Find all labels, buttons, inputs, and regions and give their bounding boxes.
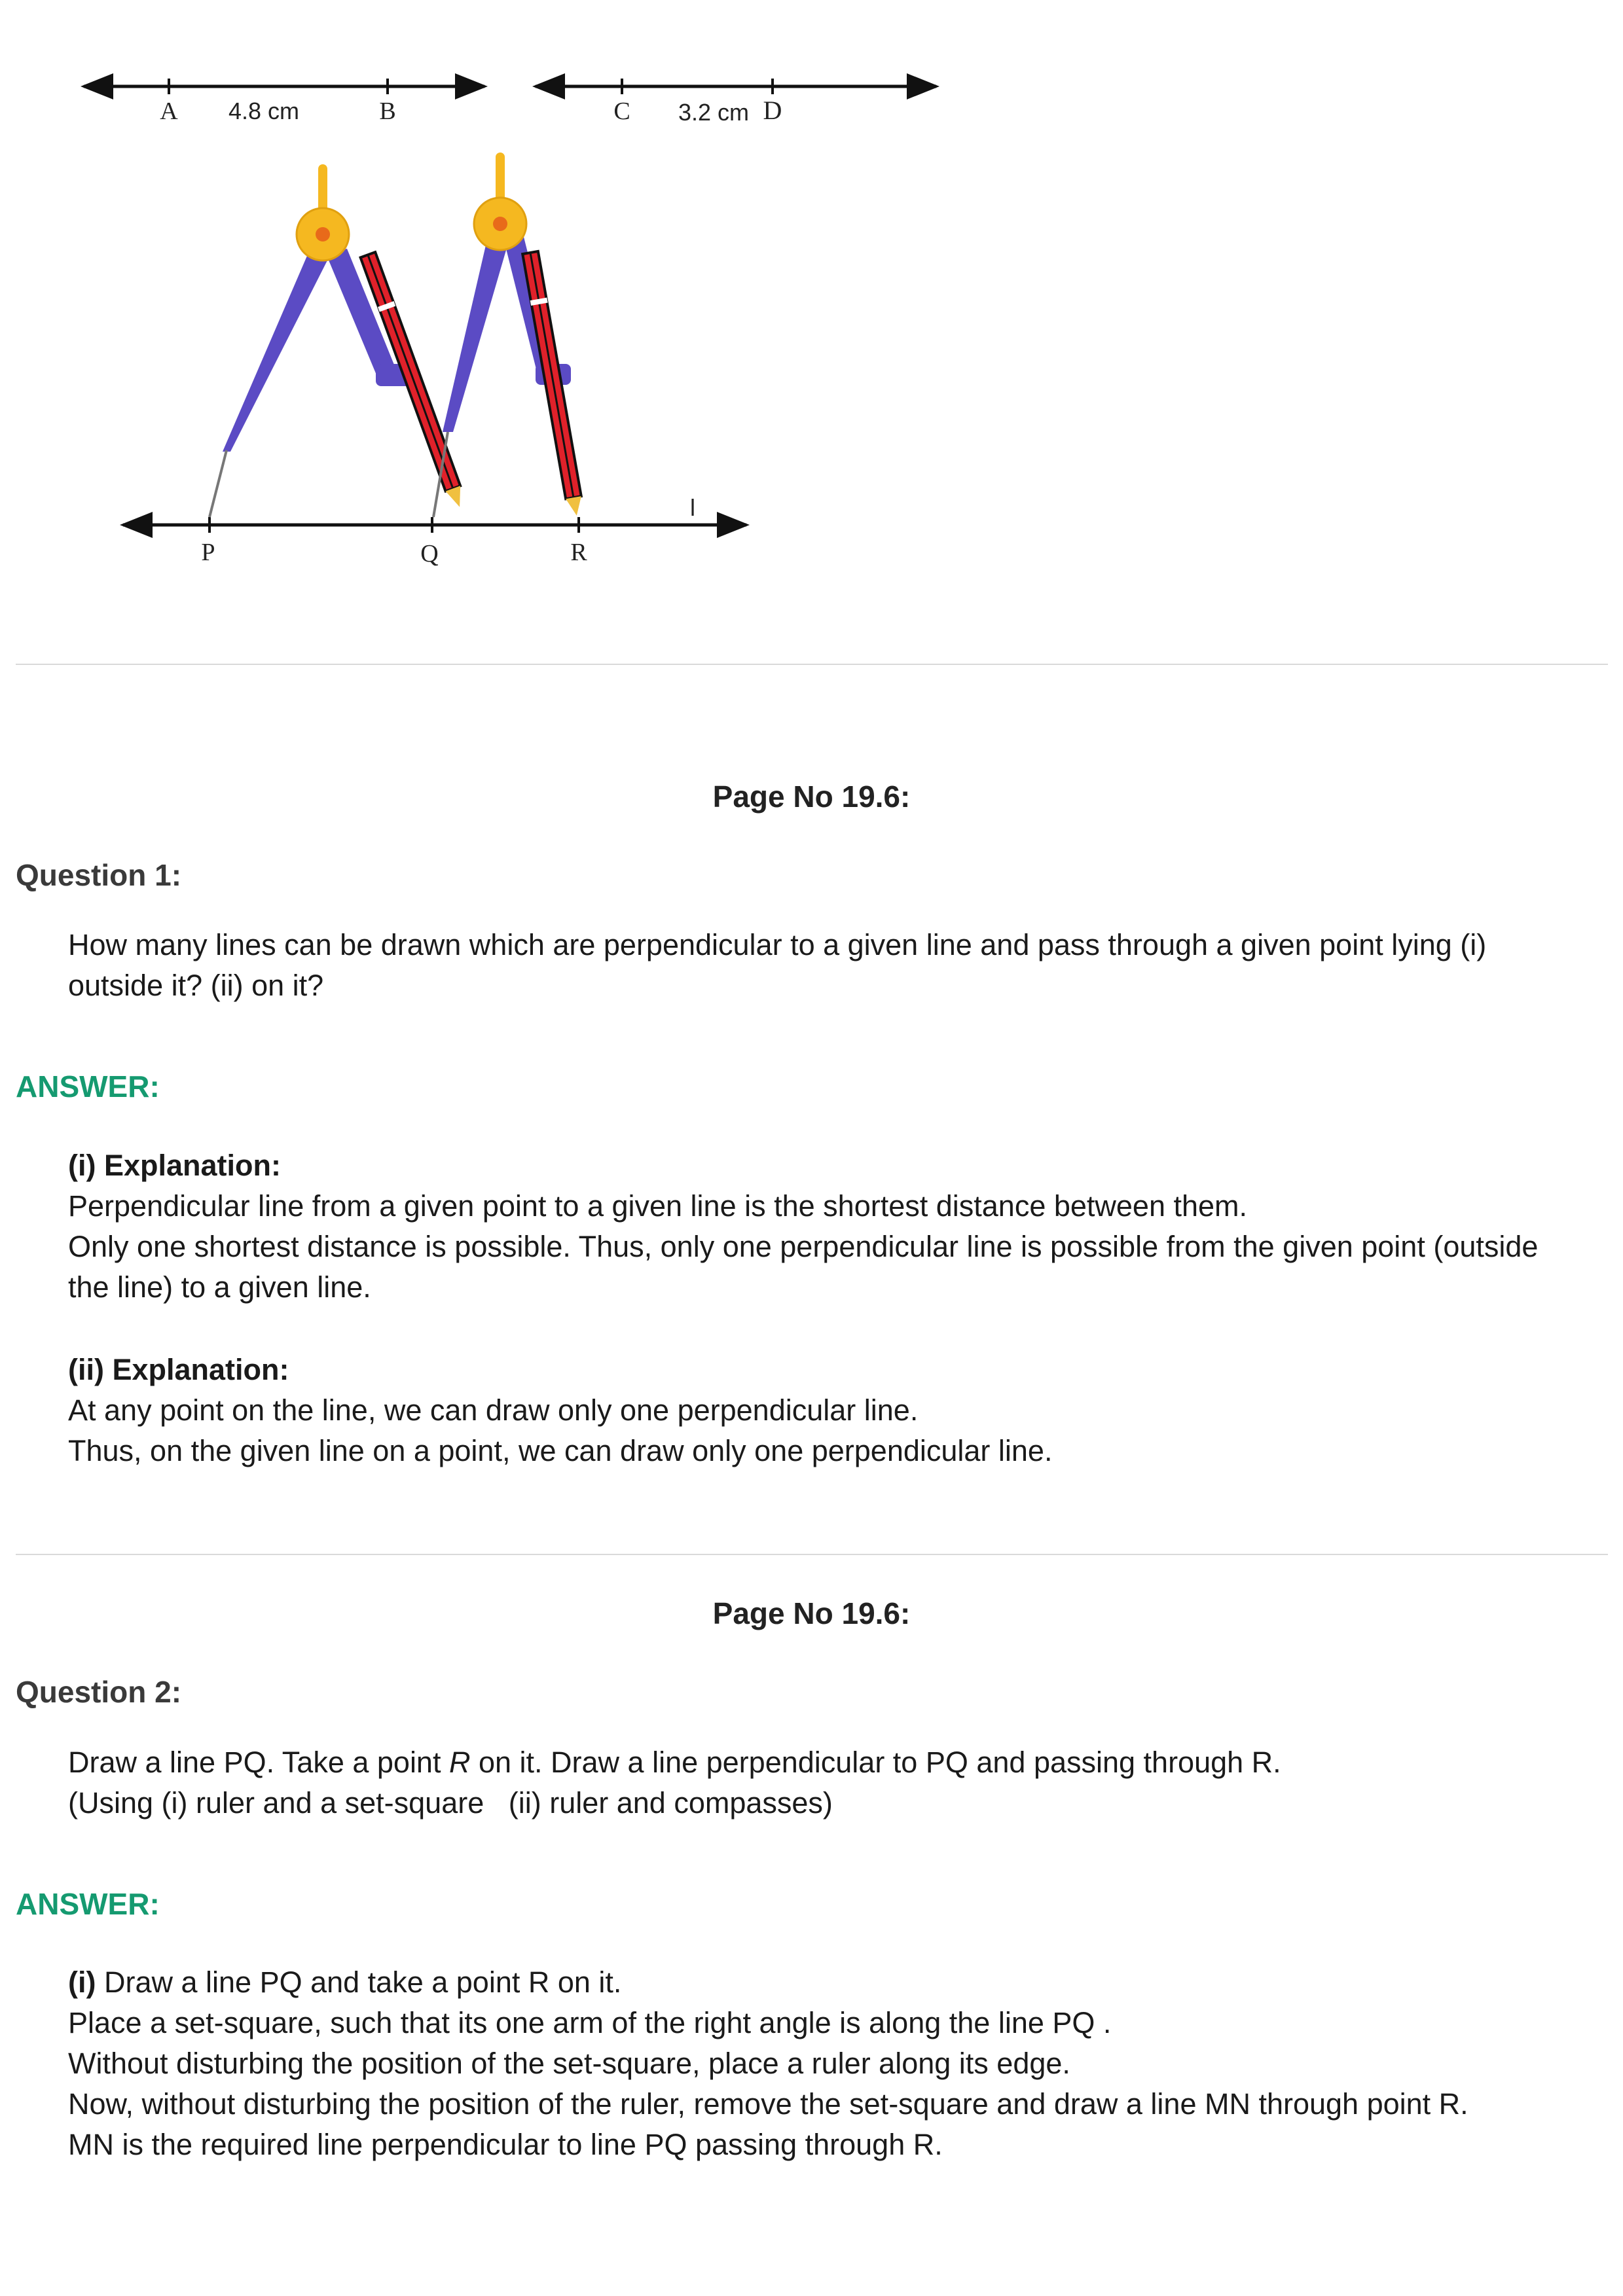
answer-1-part-i [68, 1145, 1613, 1308]
point-c-label: C [613, 98, 630, 125]
question-2-line [68, 1742, 1613, 1783]
question-1-line: How many lines can be drawn which are perpendicular to a given line and pass through a given point lying (i) [68, 928, 1487, 961]
answer-1-part-ii [68, 1350, 1613, 1471]
question-1-text [68, 925, 1613, 1006]
part-ii-heading: (ii) Explanation: [68, 1353, 289, 1386]
question-1-line: outside it? (ii) on it? [68, 969, 324, 1002]
length-ab-label: 4.8 cm [228, 98, 300, 124]
section-divider [16, 664, 1608, 665]
answer-line: Thus, on the given line on a point, we can draw only one perpendicular line. [68, 1434, 1053, 1467]
point-b-label: B [379, 98, 396, 125]
question-2-line: (Using (i) ruler and a set-square (ii) ruler and compasses) [68, 1786, 833, 1820]
answer-2-steps [68, 1962, 1613, 2165]
point-d-label: D [763, 96, 782, 125]
point-r-label: R [570, 539, 587, 566]
answer-line: Without disturbing the position of the set-square, place a ruler along its edge. [68, 2047, 1070, 2080]
answer-line: Only one shortest distance is possible. Thus, only one perpendicular line is possible from the given point (outside [68, 1230, 1539, 1263]
answer-1-label: ANSWER: [16, 1069, 160, 1103]
section-divider [16, 1554, 1608, 1555]
line-l-label: l [690, 494, 695, 521]
question-2-text-part: on it. Draw a line perpendicular to PQ and passing through R. [470, 1746, 1281, 1779]
page-number-heading: Page No 19.6: [712, 780, 911, 814]
compass-icon [210, 169, 467, 517]
length-cd-label: 3.2 cm [678, 99, 750, 126]
line-ab [84, 79, 484, 125]
page-number-heading: Page No 19.6: [712, 1596, 911, 1630]
step-i-text: Draw a line PQ and take a point R on it. [96, 1965, 622, 1999]
point-r-italic: R [448, 1746, 471, 1779]
answer-line: Now, without disturbing the position of the ruler, remove the set-square and draw a line MN through point R. [68, 2087, 1468, 2121]
step-i-marker: (i) [68, 1965, 96, 1999]
question-2-title: Question 2: [16, 1675, 182, 1709]
answer-line: Perpendicular line from a given point to a given line is the shortest distance between them. [68, 1189, 1248, 1223]
line-cd [536, 79, 936, 126]
construction-figure [0, 0, 982, 602]
answer-line: the line) to a given line. [68, 1270, 371, 1304]
point-p-label: P [201, 539, 215, 566]
point-q-label: Q [420, 540, 439, 567]
answer-2-label: ANSWER: [16, 1887, 160, 1921]
answer-line: MN is the required line perpendicular to line PQ passing through R. [68, 2128, 943, 2161]
answer-line: At any point on the line, we can draw only one perpendicular line. [68, 1393, 919, 1427]
answer-line: Place a set-square, such that its one arm of the right angle is along the line PQ . [68, 2006, 1112, 2039]
compass-icon [433, 157, 585, 517]
question-2-text-part: Draw a line PQ. Take a point [68, 1746, 449, 1779]
question-1-title: Question 1: [16, 858, 182, 892]
question-2-text [68, 1742, 1613, 1823]
part-i-heading: (i) Explanation: [68, 1149, 281, 1182]
point-a-label: A [160, 98, 178, 125]
